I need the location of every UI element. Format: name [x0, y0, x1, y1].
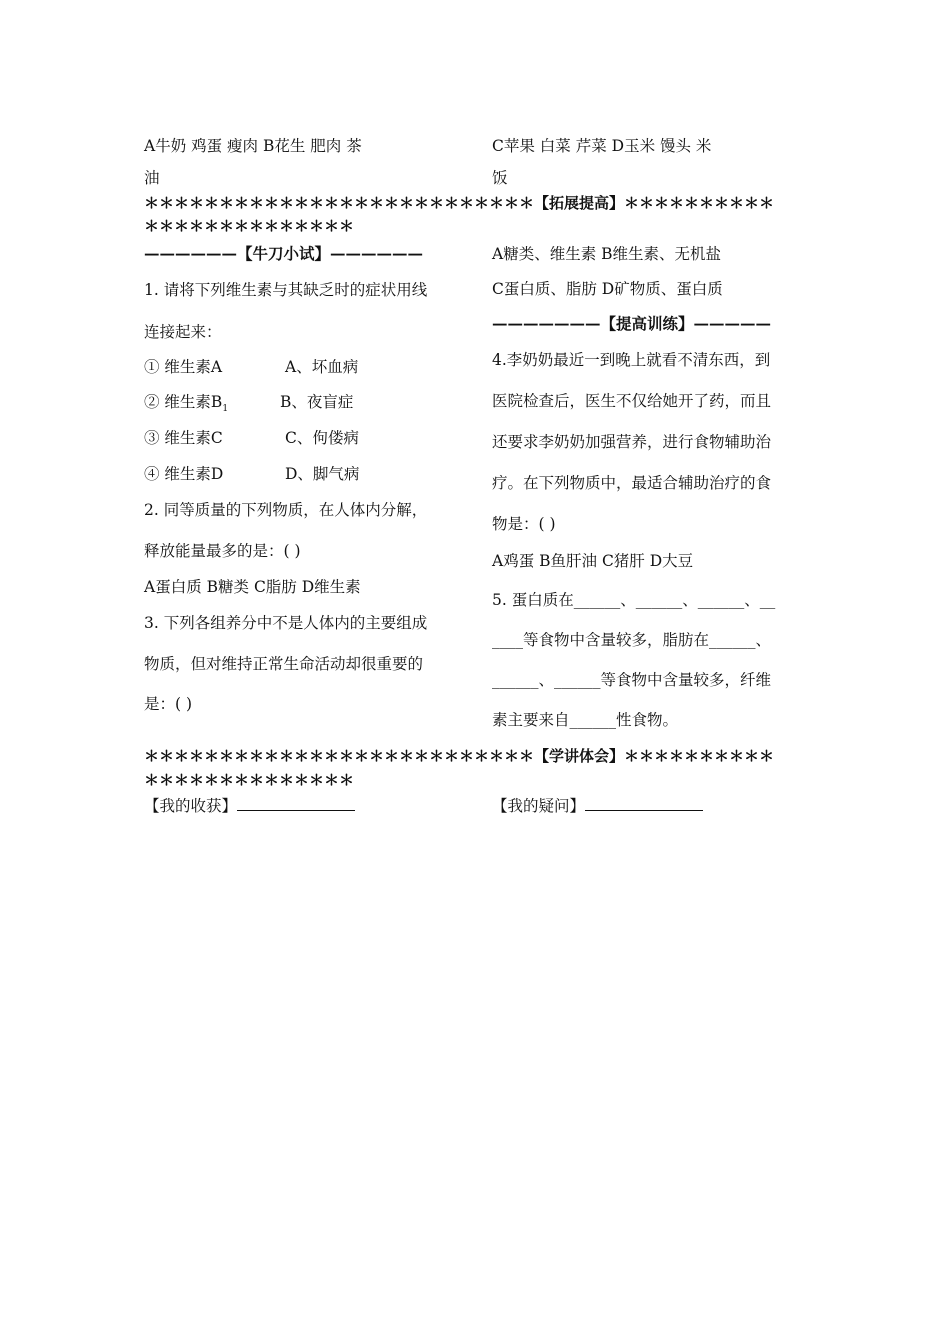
symptom-c: C、佝偻病: [285, 429, 359, 447]
heading-quick-test: ——————【牛刀小试】——————: [144, 244, 424, 263]
vitamin-d: ④ 维生素D: [144, 465, 224, 483]
vitamin-a: ① 维生素A: [144, 358, 223, 376]
vitamin-row-a: [144, 355, 359, 377]
section-divider-reflection-cont: ＊＊＊＊＊＊＊＊＊＊＊＊＊＊: [144, 771, 355, 789]
question-4-line2: 医院检查后，医生不仅给她开了药，而且: [492, 392, 772, 410]
question-4-line3: 还要求李奶奶加强营养，进行食物辅助治: [492, 433, 772, 451]
my-gain-label: 【我的收获】: [144, 797, 238, 815]
my-gain-blank[interactable]: [237, 796, 355, 811]
question-4-line1: 4.李奶奶最近一到晚上就看不清东西，到: [492, 351, 771, 369]
my-gain-row: [144, 794, 355, 816]
question-3-option-ab: A糖类、维生素 B维生素、无机盐: [492, 245, 722, 263]
vitamin-row-b: [144, 390, 354, 415]
question-1-line2: 连接起来：: [144, 323, 222, 341]
section-divider-expand: ＊＊＊＊＊＊＊＊＊＊＊＊＊＊＊＊＊＊＊＊＊＊＊＊＊＊【拓展提高】＊＊＊＊＊＊＊＊＊＊: [144, 194, 775, 212]
question-2-line1: 2. 同等质量的下列物质，在人体内分解，: [144, 501, 428, 519]
question-2-options: A蛋白质 B糖类 C脂肪 D维生素: [144, 578, 361, 596]
question-5-line1: 5. 蛋白质在______、______、______、__: [492, 591, 776, 609]
vitamin-c: ③ 维生素C: [144, 429, 223, 447]
vitamin-row-d: [144, 462, 360, 484]
vitamin-b: ② 维生素B: [144, 393, 223, 411]
vitamin-b-subscript: 1: [222, 404, 229, 415]
section-divider-reflection: ＊＊＊＊＊＊＊＊＊＊＊＊＊＊＊＊＊＊＊＊＊＊＊＊＊＊【学讲体会】＊＊＊＊＊＊＊＊＊＊: [144, 747, 775, 765]
symptom-d: D、脚气病: [285, 465, 360, 483]
my-question-label: 【我的疑问】: [492, 797, 586, 815]
question-4-line4: 疗。在下列物质中，最适合辅助治疗的食: [492, 474, 772, 492]
question-3-line3: 是：( ): [144, 695, 193, 713]
option-row-ab-cont: 油: [144, 169, 160, 187]
option-row-cd: C苹果 白菜 芹菜 D玉米 馒头 米: [492, 137, 712, 155]
question-5-line2: ____等食物中含量较多，脂肪在______、: [492, 631, 772, 649]
option-row-ab: A牛奶 鸡蛋 瘦肉 B花生 肥肉 茶: [144, 137, 362, 155]
symptom-a: A、坏血病: [285, 358, 359, 376]
symptom-b: B、夜盲症: [280, 393, 354, 411]
heading-improvement: ———————【提高训练】—————: [492, 314, 772, 333]
question-3-line2: 物质，但对维持正常生命活动却很重要的: [144, 655, 424, 673]
question-1-line1: 1. 请将下列维生素与其缺乏时的症状用线: [144, 281, 428, 299]
my-question-row: [492, 794, 703, 816]
section-divider-expand-cont: ＊＊＊＊＊＊＊＊＊＊＊＊＊＊: [144, 217, 355, 235]
question-5-line4: 素主要来自______性食物。: [492, 711, 679, 729]
question-5-line3: ______、______等食物中含量较多，纤维: [492, 671, 772, 689]
option-row-cd-cont: 饭: [492, 169, 508, 187]
my-question-blank[interactable]: [585, 796, 703, 811]
vitamin-row-c: [144, 426, 359, 448]
question-4-options: A鸡蛋 B鱼肝油 C猪肝 D大豆: [492, 552, 694, 570]
question-4-line5: 物是：( ): [492, 515, 556, 533]
question-2-line2: 释放能量最多的是：( ): [144, 542, 301, 560]
question-3-line1: 3. 下列各组养分中不是人体内的主要组成: [144, 614, 428, 632]
question-3-option-cd: C蛋白质、脂肪 D矿物质、蛋白质: [492, 280, 723, 298]
